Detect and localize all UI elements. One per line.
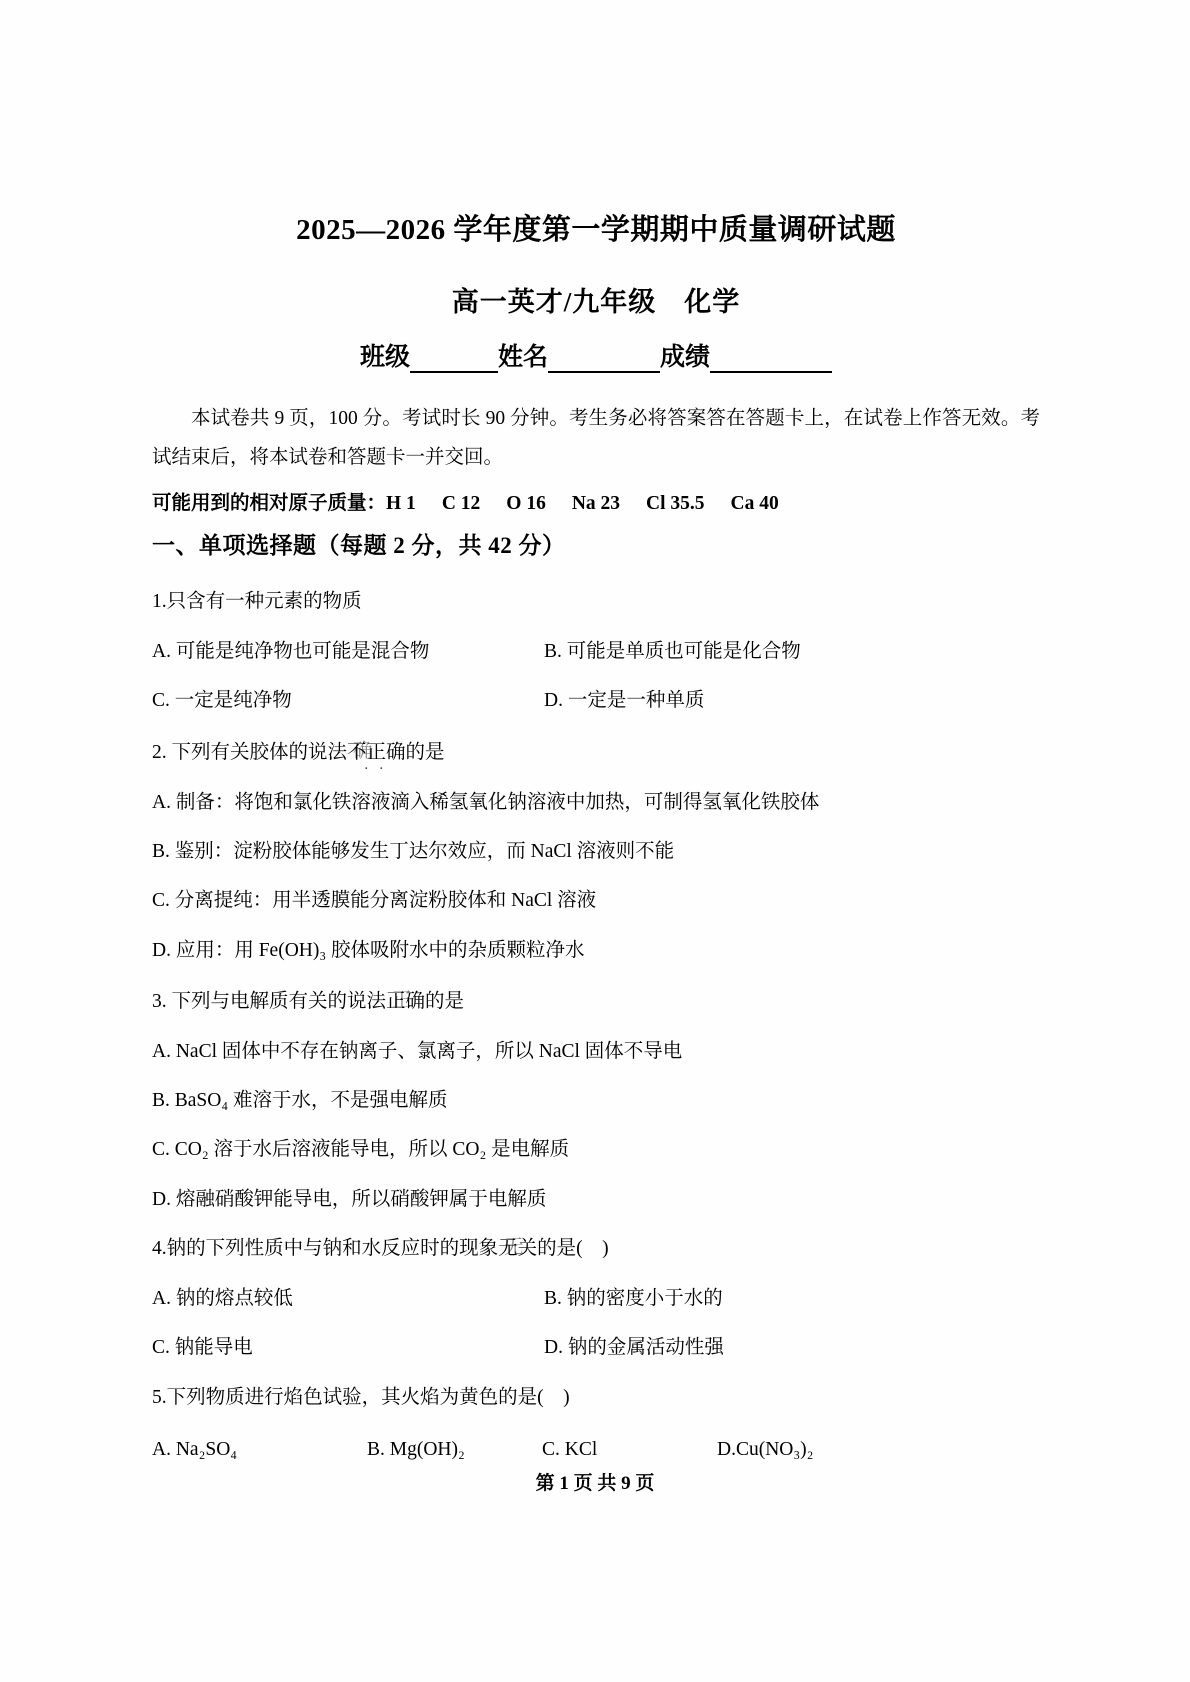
question-1-option-b[interactable]: B. 可能是单质也可能是化合物: [544, 641, 801, 663]
question-5-number: 5.: [152, 1386, 167, 1408]
question-3-option-b[interactable]: B. BaSO₄ 难溶于水，不是强电解质: [152, 1090, 448, 1112]
question-5-option-c[interactable]: C. KCl: [542, 1438, 598, 1460]
question-4-option-a[interactable]: A. 钠的熔点较低: [152, 1288, 293, 1310]
atomic-mass-cl: Cl 35.5: [646, 492, 705, 514]
question-3-text-post: 的是: [425, 990, 465, 1012]
question-4-options-row-1: [152, 1284, 1040, 1313]
question-4-option-b[interactable]: B. 钠的密度小于水的: [544, 1288, 723, 1310]
atomic-mass-o: O 16: [506, 492, 546, 514]
question-5-options-row: [152, 1435, 1040, 1464]
atomic-mass-label: 可能用到的相对原子质量：: [152, 492, 387, 514]
class-blank[interactable]: [410, 371, 498, 373]
class-label: 班级: [359, 343, 410, 371]
atomic-mass-c: C 12: [441, 492, 481, 514]
question-5-text: 下列物质进行焰色试验，其火焰为黄色的是( ): [166, 1386, 570, 1408]
question-1-option-d[interactable]: D. 一定是一种单质: [544, 690, 705, 712]
question-2-number: 2.: [152, 741, 167, 763]
question-4-text-pre: 钠的下列性质中与钠和水反应时的现象: [166, 1237, 499, 1259]
question-3-emphasis: 正 正确: [386, 987, 425, 1017]
question-4-option-c[interactable]: C. 钠能导电: [152, 1337, 253, 1359]
page-title: 2025—2026 学年度第一学期期中质量调研试题: [296, 214, 896, 246]
question-4-stem: [152, 1234, 1040, 1264]
question-5-stem: [152, 1383, 1040, 1413]
question-3-stem: [152, 987, 1040, 1017]
question-2-option-d[interactable]: D. 应用：用 Fe(OH)₃ 胶体吸附水中的杂质颗粒净水: [152, 939, 585, 961]
name-blank[interactable]: [548, 371, 660, 373]
question-2-text-post: 的是: [405, 741, 445, 763]
question-4-option-d[interactable]: D. 钠的金属活动性强: [544, 1337, 724, 1359]
question-4-text-post: 的是( ): [537, 1237, 609, 1259]
page-content: [152, 0, 1040, 1464]
question-1-options-row-1: [152, 637, 1040, 666]
section-heading-single-choice: 一、单项选择题（每题 2 分，共 42 分）: [152, 532, 566, 558]
question-1-option-a[interactable]: A. 可能是纯净物也可能是混合物: [152, 641, 430, 663]
exam-instructions: 本试卷共 9 页，100 分。考试时长 90 分钟。考生务必将答案答在答题卡上，在试卷上作答无效。考试结束后，将本试卷和答题卡一并交回。: [152, 407, 1040, 468]
student-info-line: [152, 337, 1040, 373]
score-blank[interactable]: [710, 371, 832, 373]
question-1-number: 1.: [152, 590, 167, 612]
question-5-option-d[interactable]: D.Cu(NO₃)₂: [717, 1438, 814, 1460]
question-2-option-b[interactable]: B. 鉴别：淀粉胶体能够发生丁达尔效应，而 NaCl 溶液则不能: [152, 841, 675, 863]
question-2-option-a[interactable]: A. 制备：将饱和氯化铁溶液滴入稀氢氧化钠溶液中加热，可制得氢氧化铁胶体: [152, 791, 820, 813]
question-1-stem: [152, 587, 1040, 617]
question-5-option-b[interactable]: B. Mg(OH)₂: [367, 1438, 465, 1460]
score-label: 成绩: [660, 343, 711, 371]
question-3-option-a[interactable]: A. NaCl 固体中不存在钠离子、氯离子，所以 NaCl 固体不导电: [152, 1040, 683, 1062]
question-4-emphasis: 无 无关: [498, 1234, 537, 1264]
question-2-stem: [152, 738, 1040, 768]
question-5-option-a[interactable]: A. Na₂SO₄: [152, 1438, 238, 1460]
name-label: 姓名: [497, 343, 548, 371]
question-3-number: 3.: [152, 990, 167, 1012]
relative-atomic-mass-line: [152, 485, 1040, 522]
question-1-option-c[interactable]: C. 一定是纯净物: [152, 690, 292, 712]
question-2-text-pre: 下列有关胶体的说法: [166, 741, 348, 763]
question-1-text: 只含有一种元素的物质: [166, 590, 362, 612]
question-3-option-c[interactable]: C. CO₂ 溶于水后溶液能导电，所以 CO₂ 是电解质: [152, 1139, 570, 1161]
question-3-option-d[interactable]: D. 熔融硝酸钾能导电，所以硝酸钾属于电解质: [152, 1188, 547, 1210]
question-2-emphasis: 确 不正确 ··: [347, 738, 406, 768]
page-footer: 第 1 页 共 9 页: [535, 1473, 655, 1494]
atomic-mass-na: Na 23: [571, 492, 621, 514]
question-2-option-c[interactable]: C. 分离提纯：用半透膜能分离淀粉胶体和 NaCl 溶液: [152, 890, 597, 912]
question-1-options-row-2: [152, 686, 1040, 715]
question-4-options-row-2: [152, 1333, 1040, 1362]
question-3-text-pre: 下列与电解质有关的说法: [166, 990, 387, 1012]
atomic-mass-h: H 1: [386, 492, 416, 514]
question-4-number: 4.: [152, 1237, 167, 1259]
page-subtitle: 高一英才/九年级 化学: [451, 286, 741, 317]
atomic-mass-ca: Ca 40: [730, 492, 779, 514]
